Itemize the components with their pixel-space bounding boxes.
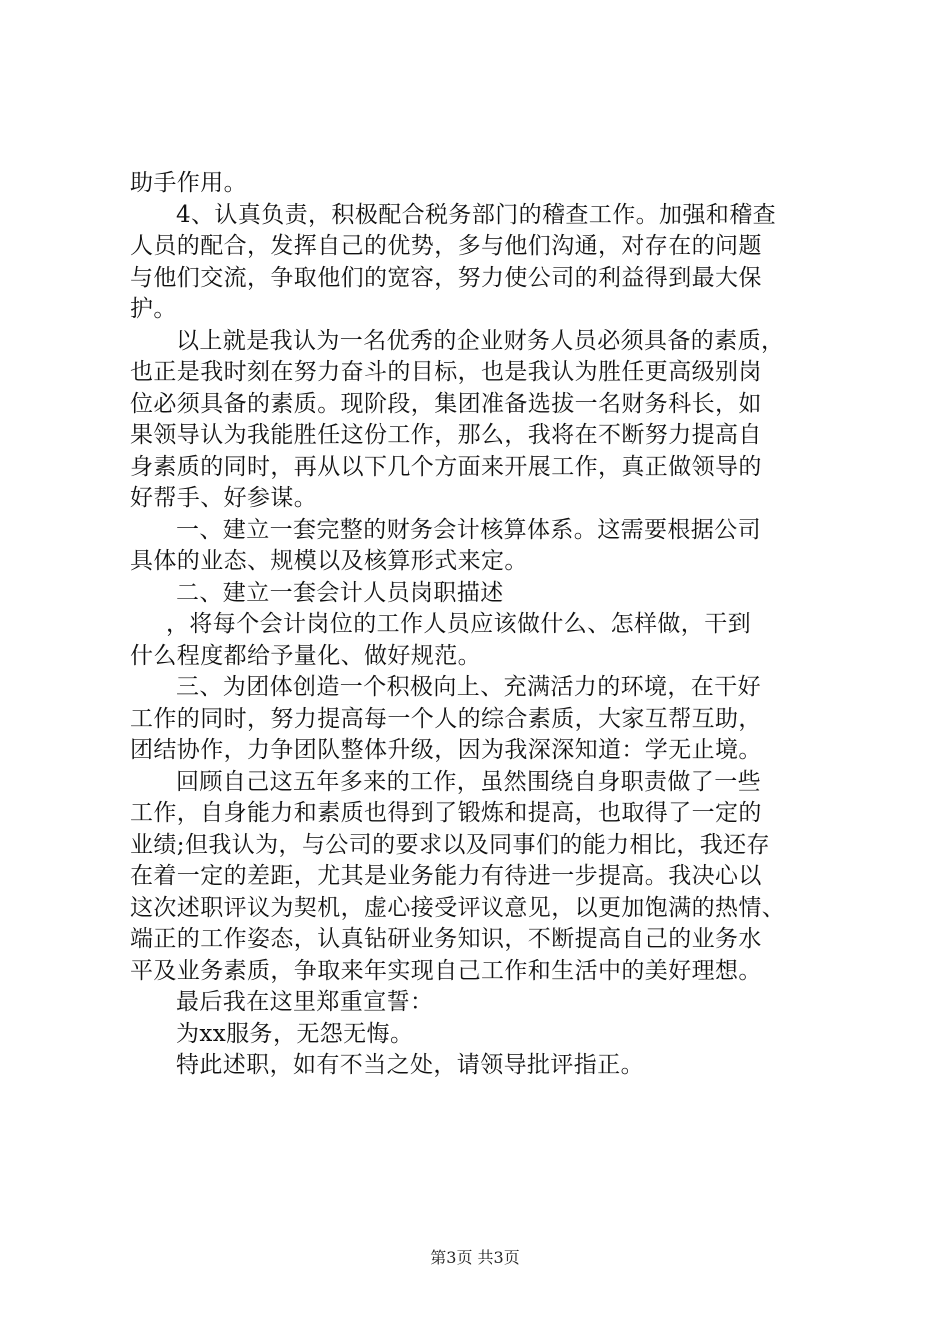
text-line: 这次述职评议为契机，虚心接受评议意见，以更加饱满的热情、 [130, 894, 786, 921]
text-line: 位必须具备的素质。现阶段，集团准备选拔一名财务科长，如 [130, 390, 762, 417]
text-line: 什么程度都给予量化、做好规范。 [130, 642, 481, 669]
text-line: 果领导认为我能胜任这份工作，那么，我将在不断努力提高自 [130, 422, 762, 448]
text-line: 身素质的同时，再从以下几个方面来开展工作，真正做领导的 [130, 453, 762, 480]
text-line: 特此述职，如有不当之处，请领导批评指正。 [176, 1052, 644, 1078]
page-number-footer: 第3页 共3页 [430, 1248, 520, 1267]
text-line: 最后我在这里郑重宣誓： [176, 989, 434, 1015]
document-body [130, 168, 830, 1082]
text-line: 一、建立一套完整的财务会计核算体系。这需要根据公司 [176, 516, 761, 543]
text-line: ，将每个会计岗位的工作人员应该做什么、怎样做，干到 [166, 611, 751, 637]
text-line: 也正是我时刻在努力奋斗的目标，也是我认为胜任更高级别岗 [130, 359, 762, 385]
text-line: 为xx服务，无怨无悔。 [176, 1020, 414, 1047]
text-line: 工作，自身能力和素质也得到了锻炼和提高，也取得了一定的 [130, 800, 762, 826]
text-line: 端正的工作姿态，认真钻研业务知识，不断提高自己的业务水 [130, 926, 762, 952]
text-line: 平及业务素质，争取来年实现自己工作和生活中的美好理想。 [130, 957, 762, 984]
text-line: 三、为团体创造一个积极向上、充满活力的环境，在干好 [176, 674, 761, 700]
text-line: 在着一定的差距，尤其是业务能力有待进一步提高。我决心以 [130, 863, 762, 889]
text-line: 工作的同时，努力提高每一个人的综合素质，大家互帮互助， [130, 705, 762, 732]
text-line: 好帮手、好参谋。 [130, 485, 318, 511]
text-line: 团结协作，力争团队整体升级，因为我深深知道：学无止境。 [130, 737, 762, 763]
text-line: 4、认真负责，积极配合税务部门的稽查工作。加强和稽查 [176, 201, 777, 228]
text-line: 护。 [130, 296, 177, 322]
text-line: 二、建立一套会计人员岗职描述 [176, 579, 504, 606]
text-line: 以上就是我认为一名优秀的企业财务人员必须具备的素质， [176, 327, 785, 354]
text-line: 人员的配合，发挥自己的优势，多与他们沟通，对存在的问题 [130, 233, 762, 259]
text-line: 与他们交流，争取他们的宽容，努力使公司的利益得到最大保 [130, 264, 762, 291]
text-line: 业绩;但我认为，与公司的要求以及同事们的能力相比，我还存 [130, 831, 770, 858]
text-line: 具体的业态、规模以及核算形式来定。 [130, 548, 528, 574]
text-line: 助手作用。 [130, 170, 247, 196]
text-line: 回顾自己这五年多来的工作，虽然围绕自身职责做了一些 [176, 768, 761, 795]
